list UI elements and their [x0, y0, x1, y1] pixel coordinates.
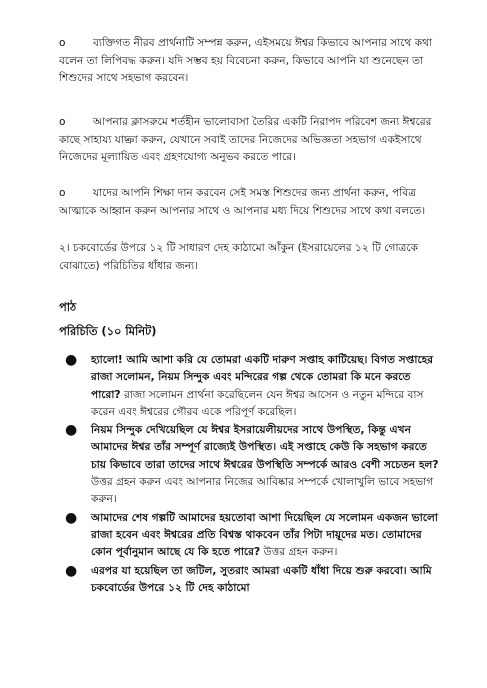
bullet-marker: o [59, 37, 66, 49]
paragraph-text: ২। চকবোর্ডের উপরে ১২ টি সাধারণ দেহ কাঠামো আঁকুন (ইসরায়েলের ১২ টি গোত্রকে বোঝাতে) পরিচিতির ধাঁধার জন্য। [59, 242, 419, 272]
bullet-bold-text: নিয়ম সিন্দুক দেখিয়েছিল যে ঈশ্বর ইসরায়েলীয়দের সাথে উপস্থিত, কিন্তু এখন আমাদের ঈশ্বর তাঁর সম্পূর্ণ রাজ্যেই উপস্থিত। এই সপ্তাহে কেউ কি সহভাগ করতে চায় কিভাবে তারা তাদের সাথে ঈশ্বরের উপস্থিতি সম্পর্কে আরও বেশী সচেতন হল? [91, 424, 439, 471]
bullet-bold-text: আমাদের শেষ গল্পটি আমাদের হয়তোবা আশা দিয়েছিল যে সলোমন একজন ভালো রাজা হবেন এবং ঈশ্বরের প্রতি বিশ্বস্ত থাকবেন তাঁর পিটা দায়ূদের মত। তোমাদের কোন পূর্বানুমান আছে যে কি হতে পারে? [91, 511, 438, 559]
bullet-item [59, 510, 441, 562]
introduction-bullets [59, 352, 441, 598]
prep-paragraph-2 [59, 114, 439, 167]
bullet-item [59, 563, 441, 598]
bullet-text: উত্তর গ্রহন করুন। [260, 546, 338, 559]
bullet-text: রাজা সলোমন প্রার্থনা করেছিলেন যেন ঈশ্বর আসেন ও নতুন মন্দিরে বাস করেন এবং ঈশ্বরের গৌরব একে পরিপূর্ণ করেছিল। [91, 388, 424, 418]
paragraph-text: ব্যক্তিগত নীরব প্রার্থনাটি সম্পন্ন করুন, এইসময়ে ঈশ্বর কিভাবে আপনার সাথে কথা বলেন তা লিপিবদ্ধ করুন। যদি সম্ভব হয় বিবেচনা করুন, কিভাবে আপনি যা শুনেছেন তা শিশুদের সাথে সহভাগ করবেন। [59, 37, 433, 85]
bullet-bold-text: হ্যালো! আমি আশা করি যে তোমরা একটি দারুণ সপ্তাহ কাটিয়েছ। বিগত সপ্তাহের রাজা সলোমন, নিয়ম সিন্দুক এবং মন্দিরের গল্প থেকে তোমরা কি মনে করতে পারো? [91, 354, 434, 401]
bullet-dot: ● [65, 352, 78, 368]
paragraph-text: আপনার ক্লাসরুমে শর্তহীন ভালোবাসা তৈরির একটি নিরাপদ পরিবেশ জন্য ঈশ্বরের কাছে সাহায্য যাচ্ঞা করুন, যেখানে সবাই তাদের নিজেদের অভিজ্ঞতা সহভাগ একইসাথে নিজেদের মূল্যায়িত এবং গ্রহণযোগ্য অনুভব করতে পারে। [59, 116, 432, 164]
bullet-bold-text: এরপর যা হয়েছিল তা জটিল, সুতরাং আমরা একটি ধাঁধা দিয়ে শুরু করবো। আমি চকবোর্ডের উপরে ১২ টি দেহ কাঠামো [91, 564, 432, 594]
bullet-text: উত্তর গ্রহন করুন এবং আপনার নিজের আবিষ্কার সম্পর্কে খোলাখুলি ভাবে সহভাগ করুন। [91, 476, 434, 506]
bullet-marker: o [59, 187, 66, 199]
section-title: পাঠ [59, 300, 77, 314]
bullet-item [59, 352, 441, 421]
prep-paragraph-1 [59, 35, 439, 88]
bullet-marker: o [59, 116, 66, 128]
bullet-item [59, 422, 441, 508]
bullet-dot: ● [65, 562, 78, 579]
paragraph-text: যাদের আপনি শিক্ষা দান করবেন সেই সমস্ত শিশুদের জন্য প্রার্থনা করুন, পবিত্র আত্মাকে আহ্বান করুন আপনার সাথে ও আপনার মধ্য দিয়ে শিশুদের সাথে কথা বলতে। [59, 187, 426, 217]
subsection-title: পরিচিতি (১০ মিনিট) [59, 324, 157, 338]
bullet-dot: ● [65, 422, 78, 439]
prep-paragraph-3 [59, 185, 439, 220]
chalkboard-instruction [59, 240, 439, 275]
bullet-dot: ● [65, 509, 78, 526]
